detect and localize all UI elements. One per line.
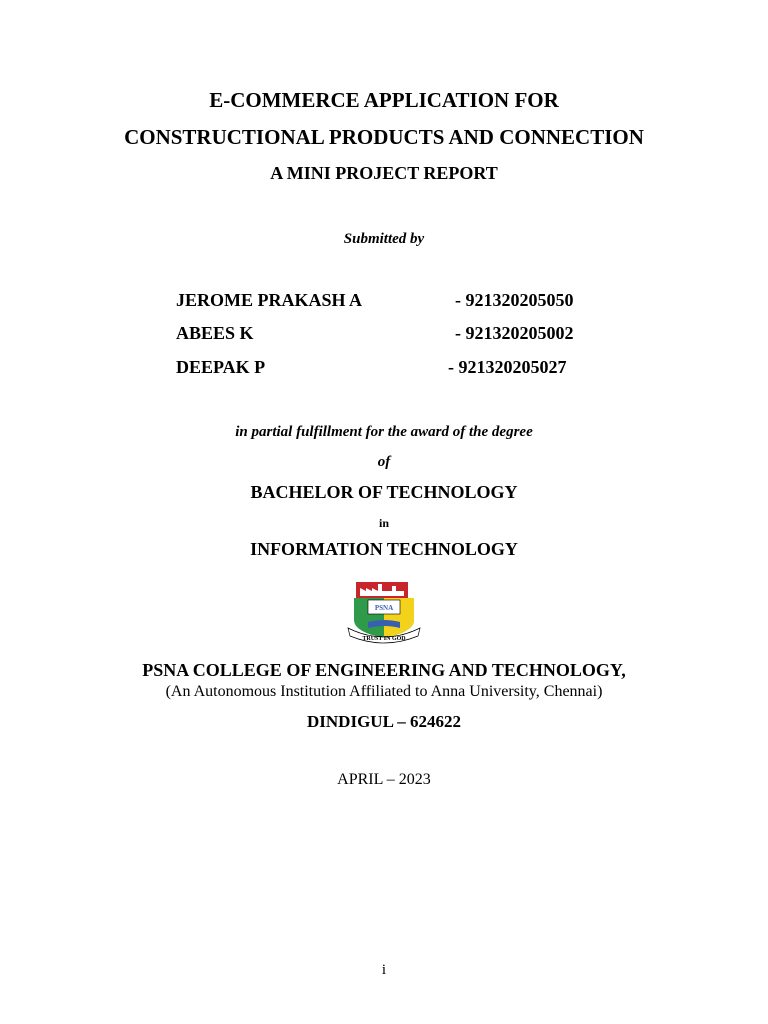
- student-reg-no: - 921320205050: [455, 290, 574, 310]
- of-text: of: [377, 454, 391, 470]
- report-subtitle: A MINI PROJECT REPORT: [270, 163, 498, 183]
- college-logo: [344, 578, 424, 644]
- discipline-name: INFORMATION TECHNOLOGY: [250, 539, 518, 559]
- page-number: i: [381, 962, 387, 978]
- logo-banner: PSNA: [374, 604, 394, 612]
- logo-motto: TRUST IN GOD: [362, 636, 406, 642]
- city-pincode: DINDIGUL – 624622: [307, 712, 461, 731]
- report-date: APRIL – 2023: [337, 771, 431, 788]
- student-name: DEEPAK P: [176, 357, 266, 377]
- student-reg-no: - 921320205002: [455, 323, 574, 343]
- student-reg-no: - 921320205027: [448, 357, 567, 377]
- in-text: in: [378, 516, 389, 530]
- affiliation-text: (An Autonomous Institution Affiliated to Anna University, Chennai): [165, 683, 603, 700]
- fulfillment-text: in partial fulfillment for the award of the degree: [235, 424, 533, 440]
- title-line-2: CONSTRUCTIONAL PRODUCTS AND CONNECTION: [124, 125, 644, 149]
- student-name: JEROME PRAKASH A: [176, 290, 363, 310]
- student-name: ABEES K: [176, 323, 254, 343]
- title-line-1: E-COMMERCE APPLICATION FOR: [209, 88, 559, 112]
- submitted-by: Submitted by: [343, 231, 425, 247]
- degree-name: BACHELOR OF TECHNOLOGY: [250, 482, 518, 502]
- college-name: PSNA COLLEGE OF ENGINEERING AND TECHNOLOGY,: [142, 660, 626, 680]
